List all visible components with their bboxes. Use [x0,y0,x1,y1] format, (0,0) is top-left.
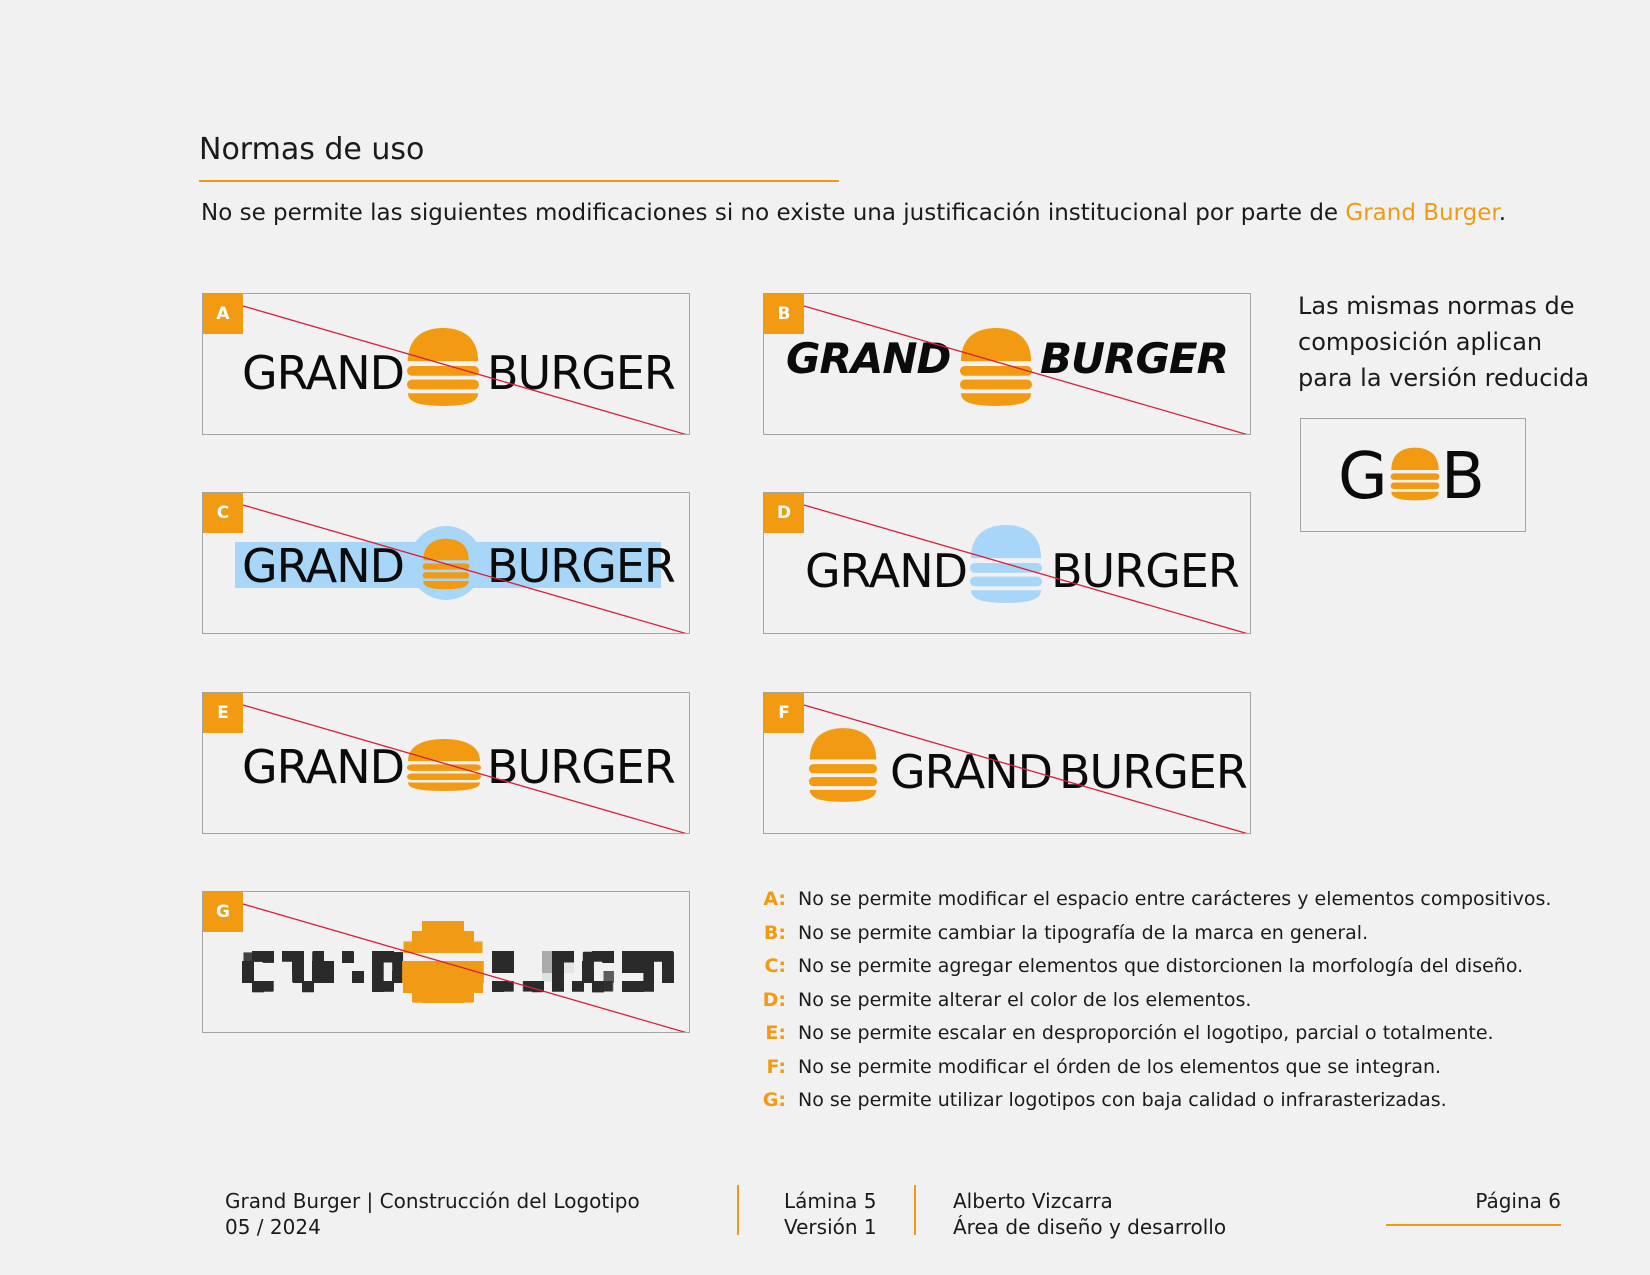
footer-date: 05 / 2024 [225,1215,321,1239]
logo-word-grand: GRAND [786,334,951,383]
rule-key: G: [762,1089,786,1111]
strike-line [203,892,690,1033]
footer-divider [914,1185,916,1235]
intro-brand: Grand Burger [1345,200,1499,226]
rule-text: No se permite modificar el espacio entre carácteres y elementos compositivos. [798,888,1552,910]
card-tag: E [203,693,243,733]
card-g [202,891,690,1033]
logo-word-grand: GRAND [805,544,968,598]
strike-line [203,493,690,634]
logo-word-burger: BURGER [1051,544,1239,598]
card-tag: C [203,493,243,533]
card-e [202,692,690,834]
rule-text: No se permite modificar el órden de los elementos que se integran. [798,1055,1442,1078]
side-note [1298,288,1589,396]
card-tag: G [203,892,243,932]
strike-line [764,294,1251,435]
strike-line [203,693,690,834]
side-note-line: Las mismas normas de [1298,292,1575,320]
logo-word-burger: BURGER [487,346,675,400]
footer-sheet: Lámina 5 [784,1189,877,1213]
footer-page-underline [1386,1224,1561,1226]
strike-line [203,294,690,435]
rule-key: F: [766,1055,786,1078]
footer-divider [737,1185,739,1235]
logo-word-burger: BURGER [487,539,675,593]
strike-line [764,493,1251,634]
title-underline [199,180,839,182]
card-f [763,692,1251,834]
intro-text [201,200,1506,226]
footer-author: Alberto Vizcarra [953,1189,1113,1213]
logo-word-burger: BURGER [487,944,675,998]
card-tag: D [764,493,804,533]
logo-word-grand: GRAND [890,745,1053,799]
rule-key: B: [763,921,786,944]
card-tag: B [764,294,804,334]
intro-prefix: No se permite las siguientes modificaciones si no existe una justificación institucional por parte de [201,200,1346,226]
intro-suffix: . [1498,200,1507,226]
logo-word-grand: GRAND [242,740,405,794]
strike-line [764,693,1251,834]
rule-key: D: [762,988,786,1011]
burger-icon [1390,447,1440,501]
rule-key: A: [763,888,786,910]
card-a [202,293,690,435]
side-note-line: para la versión reducida [1298,364,1590,392]
side-note-line: composición aplican [1298,328,1543,356]
rule-text: No se permite utilizar logotipos con baja calidad o infrarasterizadas. [798,1089,1447,1111]
logo-word-burger: BURGER [487,740,675,794]
rule-key: C: [764,955,786,977]
logo-word-grand: GRAND [242,944,405,998]
card-tag: F [764,693,804,733]
logo-word-grand: GRAND [242,346,405,400]
rule-text: No se permite alterar el color de los elementos. [798,988,1252,1011]
reduced-logo-b: B [1441,440,1484,514]
footer-page-number: Página 6 [1475,1189,1561,1213]
logo-word-burger: BURGER [1059,745,1247,799]
footer-version: Versión 1 [784,1215,877,1239]
card-b [763,293,1251,435]
footer-doc-title: Grand Burger | Construcción del Logotipo [225,1189,640,1213]
footer-doc-info [225,1188,640,1240]
card-c [202,492,690,634]
rule-text: No se permite cambiar la tipografía de la marca en general. [798,921,1369,944]
logo-word-burger: BURGER [1040,334,1228,383]
logo-word-grand: GRAND [242,539,405,593]
reduced-logo-g: G [1338,440,1387,514]
card-tag: A [203,294,243,334]
rule-key: E: [765,1022,786,1044]
reduced-logo-box [1300,418,1526,532]
footer-author-info [953,1188,1226,1240]
page-title: Normas de uso [199,132,425,167]
footer-department: Área de diseño y desarrollo [953,1215,1227,1239]
footer-sheet-info [784,1188,877,1240]
rule-text: No se permite escalar en desproporción el logotipo, parcial o totalmente. [798,1022,1494,1044]
rule-text: No se permite agregar elementos que distorcionen la morfología del diseño. [798,955,1524,977]
card-d [763,492,1251,634]
